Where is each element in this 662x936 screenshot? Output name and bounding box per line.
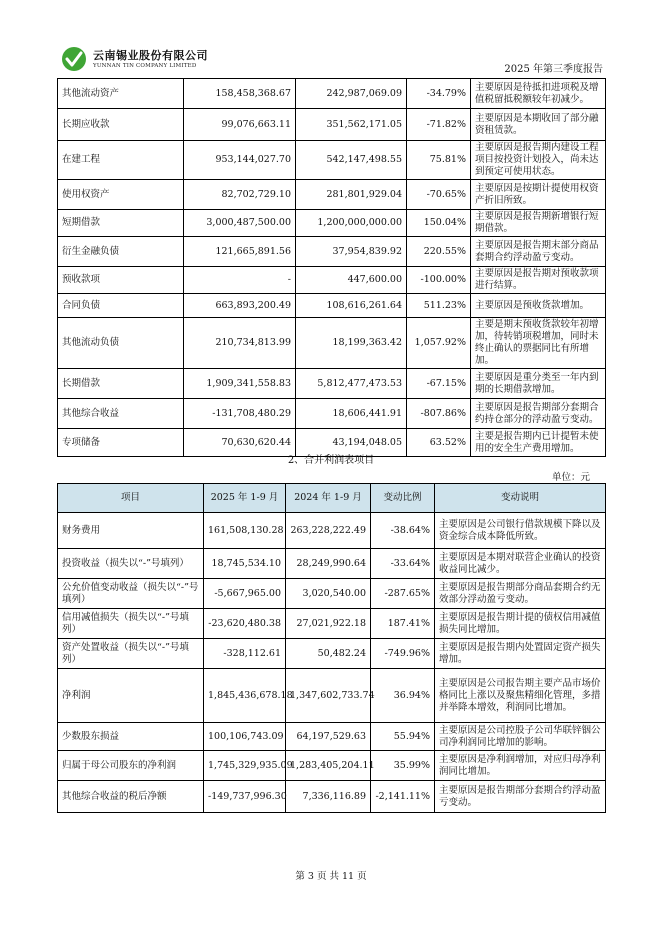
page-number: 第 3 页 共 11 页 — [295, 871, 367, 882]
row-current-value: 70,630,620.44 — [184, 429, 296, 457]
row-change-description: 主要原因是报告期计提的债权信用减值损失同比增加。 — [435, 609, 606, 639]
row-change-description: 主要原因是重分类至一年内到期的长期借款增加。 — [471, 369, 606, 399]
row-previous-value: 108,616,261.64 — [296, 294, 407, 318]
row-previous-value: 1,200,000,000.00 — [296, 210, 407, 237]
row-change-ratio: -71.82% — [407, 109, 471, 141]
row-item-name: 衍生金融负债 — [58, 237, 184, 267]
row-item-name: 投资收益（损失以“-”号填列） — [58, 549, 204, 579]
table-header-row — [58, 484, 606, 513]
row-item-name: 少数股东损益 — [58, 723, 204, 751]
row-current-value: 953,144,027.70 — [184, 141, 296, 180]
row-current-value: 663,893,200.49 — [184, 294, 296, 318]
row-change-description: 主要原因是报告期部分套期合约浮动盈亏变动。 — [435, 781, 606, 813]
row-current-value: 82,702,729.10 — [184, 180, 296, 210]
row-item-name: 长期借款 — [58, 369, 184, 399]
row-current-value: 121,665,891.56 — [184, 237, 296, 267]
row-current-value: -23,620,480.38 — [204, 609, 286, 639]
row-change-description: 主要原因是报告期对预收款项进行结算。 — [471, 267, 606, 294]
row-item-name: 信用减值损失（损失以“-”号填列） — [58, 609, 204, 639]
row-change-description: 主要原因是报告期部分商品套期合约无效部分浮动盈亏变动。 — [435, 579, 606, 609]
company-logo-icon — [61, 46, 87, 72]
section-title: 2、合并利润表项目 — [287, 455, 375, 466]
row-change-description: 主要原因是公司报告期主要产品市场价格同比上涨以及聚焦精细化管理，多措并举降本增效，利润同比增加。 — [435, 669, 606, 723]
table-row — [58, 751, 606, 781]
row-change-ratio: -807.86% — [407, 399, 471, 429]
row-item-name: 其他流动资产 — [58, 79, 184, 109]
row-change-description: 主要原因是净利润增加，对应归母净利润同比增加。 — [435, 751, 606, 781]
unit-label: 单位：元 — [551, 472, 590, 483]
row-current-value: -5,667,965.00 — [204, 579, 286, 609]
row-current-value: 18,745,534.10 — [204, 549, 286, 579]
table-row — [58, 399, 606, 429]
row-change-ratio: 36.94% — [371, 669, 435, 723]
company-name-en: YUNNAN TIN COMPANY LIMITED — [93, 63, 197, 69]
table-row — [58, 294, 606, 318]
row-previous-value: 18,606,441.91 — [296, 399, 407, 429]
row-change-ratio: 75.81% — [407, 141, 471, 180]
table-row — [58, 237, 606, 267]
page-header — [57, 42, 605, 79]
row-change-ratio: -749.96% — [371, 639, 435, 669]
row-change-description: 主要原因是报告期部分套期合约持仓部分的浮动盈亏变动。 — [471, 399, 606, 429]
row-change-ratio: -38.64% — [371, 513, 435, 549]
row-current-value: -131,708,480.29 — [184, 399, 296, 429]
row-item-name: 合同负债 — [58, 294, 184, 318]
row-current-value: -328,112.61 — [204, 639, 286, 669]
row-change-description: 主要原因是报告期内建设工程项目按投资计划投入，尚未达到预定可使用状态。 — [471, 141, 606, 180]
row-previous-value: 351,562,171.05 — [296, 109, 407, 141]
row-current-value: - — [184, 267, 296, 294]
row-previous-value: 43,194,048.05 — [296, 429, 407, 457]
row-change-ratio: 35.99% — [371, 751, 435, 781]
row-previous-value: 50,482.24 — [286, 639, 371, 669]
row-change-description: 主要原因是公司银行借款规模下降以及资金综合成本降低所致。 — [435, 513, 606, 549]
header-current: 2025 年 1-9 月 — [204, 484, 286, 513]
row-change-ratio: -67.15% — [407, 369, 471, 399]
table-row — [58, 79, 606, 109]
row-change-ratio: 220.55% — [407, 237, 471, 267]
row-item-name: 其他综合收益的税后净额 — [58, 781, 204, 813]
table-row — [58, 669, 606, 723]
row-item-name: 其他综合收益 — [58, 399, 184, 429]
row-current-value: 1,745,329,935.09 — [204, 751, 286, 781]
row-item-name: 在建工程 — [58, 141, 184, 180]
row-item-name: 公允价值变动收益（损失以“-”号填列） — [58, 579, 204, 609]
row-previous-value: 281,801,929.04 — [296, 180, 407, 210]
row-change-ratio: 511.23% — [407, 294, 471, 318]
row-item-name: 资产处置收益（损失以“-”号填列） — [58, 639, 204, 669]
row-previous-value: 18,199,363.42 — [296, 318, 407, 369]
table-row — [58, 109, 606, 141]
row-current-value: 100,106,743.09 — [204, 723, 286, 751]
balance-sheet-table — [57, 78, 606, 457]
table-row — [58, 210, 606, 237]
table-row — [58, 267, 606, 294]
row-change-description: 主要原因是报告期末部分商品套期合约浮动盈亏变动。 — [471, 237, 606, 267]
table-row — [58, 639, 606, 669]
row-item-name: 财务费用 — [58, 513, 204, 549]
row-change-ratio: 55.94% — [371, 723, 435, 751]
header-previous: 2024 年 1-9 月 — [286, 484, 371, 513]
row-current-value: 1,845,436,678.18 — [204, 669, 286, 723]
row-item-name: 其他流动负债 — [58, 318, 184, 369]
table-row — [58, 781, 606, 813]
row-item-name: 归属于母公司股东的净利润 — [58, 751, 204, 781]
row-current-value: -149,737,996.30 — [204, 781, 286, 813]
table-row — [58, 318, 606, 369]
row-previous-value: 447,600.00 — [296, 267, 407, 294]
income-statement-table — [57, 483, 606, 813]
row-item-name: 净利润 — [58, 669, 204, 723]
row-item-name: 预收款项 — [58, 267, 184, 294]
company-name-cn: 云南锡业股份有限公司 — [93, 49, 208, 62]
table-row — [58, 369, 606, 399]
row-current-value: 161,508,130.28 — [204, 513, 286, 549]
row-previous-value: 3,020,540.00 — [286, 579, 371, 609]
row-previous-value: 1,283,405,204.11 — [286, 751, 371, 781]
row-current-value: 210,734,813.99 — [184, 318, 296, 369]
row-previous-value: 542,147,498.55 — [296, 141, 407, 180]
row-previous-value: 5,812,477,473.53 — [296, 369, 407, 399]
row-change-description: 主要是报告期内已计提暂未使用的安全生产费用增加。 — [471, 429, 606, 457]
table-row — [58, 609, 606, 639]
row-change-ratio: -70.65% — [407, 180, 471, 210]
row-previous-value: 242,987,069.09 — [296, 79, 407, 109]
row-change-description: 主要原因是本期收回了部分融资租赁款。 — [471, 109, 606, 141]
row-previous-value: 27,021,922.18 — [286, 609, 371, 639]
table-row — [58, 723, 606, 751]
header-ratio: 变动比例 — [371, 484, 435, 513]
row-change-description: 主要原因是公司控股子公司华联锌铟公司净利润同比增加的影响。 — [435, 723, 606, 751]
row-previous-value: 37,954,839.92 — [296, 237, 407, 267]
row-change-ratio: -100.00% — [407, 267, 471, 294]
row-change-ratio: 150.04% — [407, 210, 471, 237]
table-row — [58, 549, 606, 579]
row-current-value: 158,458,368.67 — [184, 79, 296, 109]
row-change-description: 主要原因是预收货款增加。 — [471, 294, 606, 318]
row-change-description: 主要原因是待抵扣进项税及增值税留抵税额较年初减少。 — [471, 79, 606, 109]
table-row — [58, 141, 606, 180]
row-change-ratio: -2,141.11% — [371, 781, 435, 813]
row-current-value: 1,909,341,558.83 — [184, 369, 296, 399]
row-item-name: 长期应收款 — [58, 109, 184, 141]
row-previous-value: 7,336,116.89 — [286, 781, 371, 813]
row-item-name: 使用权资产 — [58, 180, 184, 210]
report-title: 2025 年第三季度报告 — [504, 64, 603, 75]
row-previous-value: 263,228,222.49 — [286, 513, 371, 549]
row-current-value: 99,076,663.11 — [184, 109, 296, 141]
row-change-description: 主要原因是本期对联营企业确认的投资收益同比减少。 — [435, 549, 606, 579]
row-change-description: 主要原因是报告期内处置固定资产损失增加。 — [435, 639, 606, 669]
row-item-name: 短期借款 — [58, 210, 184, 237]
table-row — [58, 513, 606, 549]
row-change-ratio: -34.79% — [407, 79, 471, 109]
row-item-name: 专项储备 — [58, 429, 184, 457]
row-previous-value: 1,347,602,733.74 — [286, 669, 371, 723]
row-change-ratio: 1,057.92% — [407, 318, 471, 369]
row-current-value: 3,000,487,500.00 — [184, 210, 296, 237]
row-change-description: 主要是期末预收货款较年初增加，待转销项税增加，同时未终止确认的票据同比有所增加。 — [471, 318, 606, 369]
header-description: 变动说明 — [435, 484, 606, 513]
row-change-description: 主要原因是按期计提使用权资产折旧所致。 — [471, 180, 606, 210]
table-row — [58, 579, 606, 609]
row-change-ratio: -287.65% — [371, 579, 435, 609]
row-previous-value: 28,249,990.64 — [286, 549, 371, 579]
row-change-ratio: 187.41% — [371, 609, 435, 639]
row-previous-value: 64,197,529.63 — [286, 723, 371, 751]
row-change-ratio: -33.64% — [371, 549, 435, 579]
row-change-ratio: 63.52% — [407, 429, 471, 457]
table-row — [58, 180, 606, 210]
row-change-description: 主要原因是报告期新增银行短期借款。 — [471, 210, 606, 237]
header-item: 项目 — [58, 484, 204, 513]
